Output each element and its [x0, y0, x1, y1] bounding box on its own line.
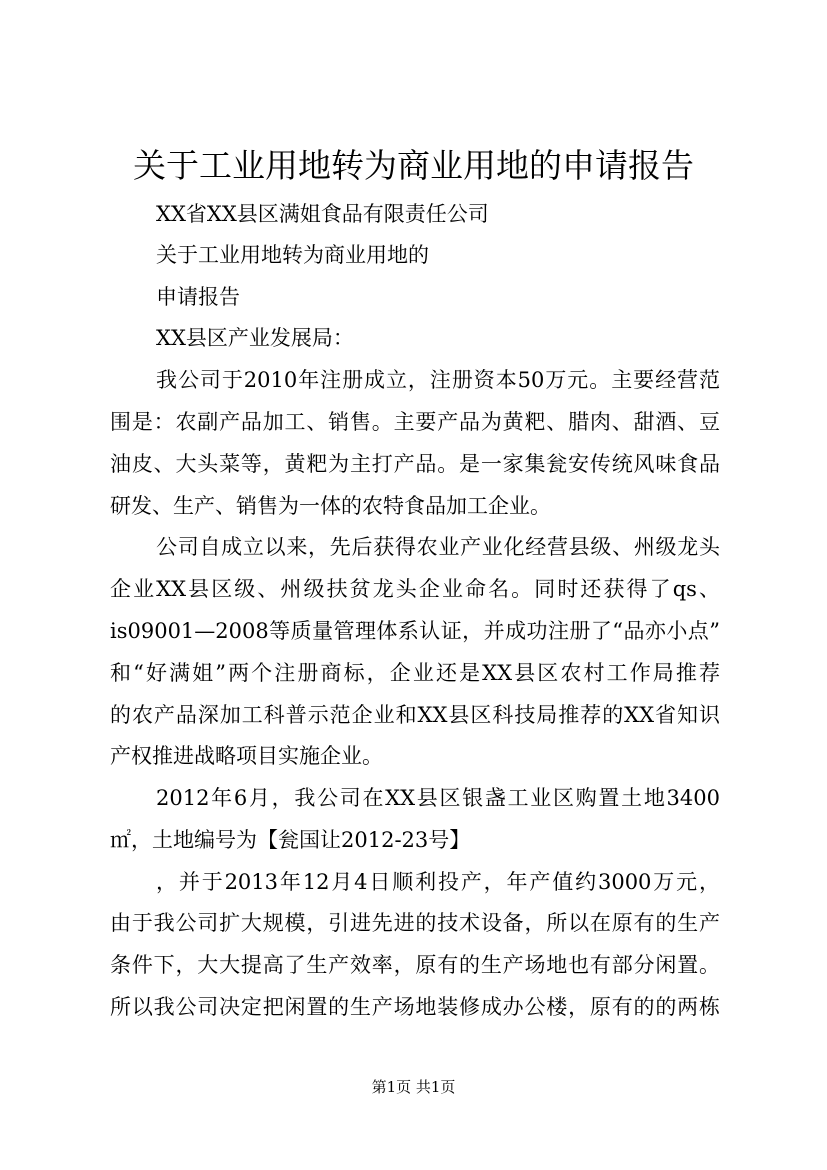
recipient-line: XX县区产业发展局： — [156, 326, 354, 350]
paragraph-line: 的农产品深加工科普示范企业和XX县区科技局推荐的XX省知识 — [110, 703, 720, 727]
document-title: 关于工业用地转为商业用地的申请报告 — [133, 146, 694, 185]
paragraph-line: 所以我公司决定把闲置的生产场地装修成办公楼，原有的的两栋 — [110, 995, 720, 1019]
paragraph-line: 围是：农副产品加工、销售。主要产品为黄粑、腊肉、甜酒、豆 — [110, 410, 720, 434]
company-name-line: XX省XX县区满姐食品有限责任公司 — [156, 202, 489, 226]
paragraph-line: 油皮、大头菜等，黄粑为主打产品。是一家集瓮安传统风味食品 — [110, 452, 720, 476]
paragraph-line: 条件下，大大提高了生产效率，原有的生产场地也有部分闲置。 — [110, 953, 720, 977]
paragraph-line: 我公司于2010年注册成立，注册资本50万元。主要经营范 — [156, 368, 720, 392]
paragraph-line: 研发、生产、销售为一体的农特食品加工企业。 — [110, 494, 551, 518]
paragraph-line: 2012年6月，我公司在XX县区银盏工业区购置土地3400 — [156, 786, 720, 810]
paragraph-line: 公司自成立以来，先后获得农业产业化经营县级、州级龙头 — [156, 535, 720, 559]
paragraph-line: is09001—2008等质量管理体系认证，并成功注册了“品亦小点” — [110, 619, 720, 643]
paragraph-line: ，并于2013年12月4日顺利投产，年产值约3000万元， — [156, 870, 720, 894]
paragraph-line: ㎡，土地编号为【瓮国让2012-23号】 — [110, 828, 471, 852]
subject-line-2: 申请报告 — [156, 285, 240, 309]
paragraph-line: 和“好满姐”两个注册商标，企业还是XX县区农村工作局推荐 — [110, 661, 720, 685]
page-number-footer: 第1页 共1页 — [371, 1078, 456, 1096]
paragraph-line: 产权推进战略项目实施企业。 — [110, 744, 383, 768]
paragraph-line: 由于我公司扩大规模，引进先进的技术设备，所以在原有的生产 — [110, 911, 720, 935]
paragraph-line: 企业XX县区级、州级扶贫龙头企业命名。同时还获得了qs、 — [110, 577, 720, 601]
subject-line-1: 关于工业用地转为商业用地的 — [156, 243, 429, 267]
